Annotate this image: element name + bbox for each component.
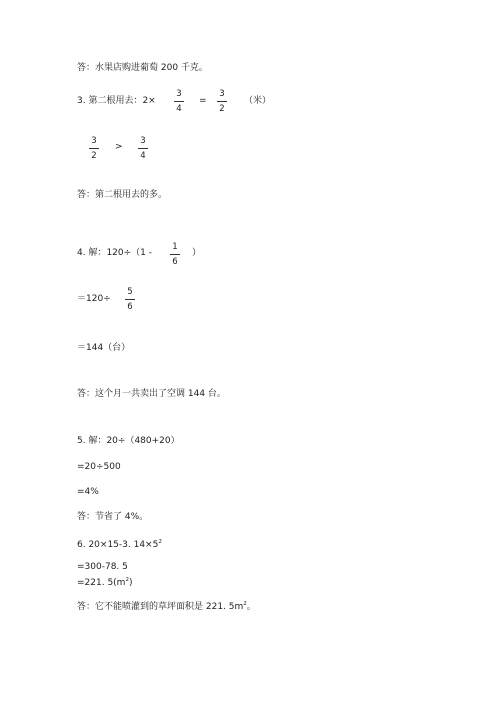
q3-equals-sign: = [199,96,207,106]
q3-fraction-three-halves [216,89,228,114]
fraction-bar [217,101,227,102]
q5-line3: =4% [77,487,99,497]
q3-answer: 答：第二根用去的多。 [77,190,168,200]
q6-line1 [77,537,162,551]
fraction-denominator: 6 [172,257,178,267]
fraction-denominator: 2 [91,151,97,161]
q5-line1: 5. 解：20÷（480+20） [77,436,180,446]
fraction-bar [125,299,135,300]
q6-answer-text: 答：它不能喷灌到的草坪面积是 221. 5m [77,602,244,612]
q4-fraction-one-sixth [169,242,181,267]
fraction-denominator: 6 [127,302,133,312]
q4-close-paren: ） [192,248,202,258]
fraction-bar [170,254,180,255]
q4-fraction-five-sixths [124,287,136,312]
q3-fraction-three-quarters [173,89,185,114]
fraction-numerator: 3 [219,89,225,99]
q6-answer-exponent: 2 [243,601,247,607]
q6-line3-exponent: 2 [125,577,129,583]
q3-step1-prefix: 3. 第二根用去：2× [77,96,156,106]
fraction-numerator: 5 [127,287,133,297]
q6-line2: =300-78. 5 [77,562,128,572]
fraction-bar [138,148,148,149]
q6-answer [77,599,256,613]
q3-compare-left-fraction [88,136,100,161]
fraction-numerator: 3 [140,136,146,146]
q4-step2-prefix: ＝120÷ [77,294,111,304]
q5-answer: 答：节省了 4%。 [77,512,149,522]
answer-grapes: 答：水果店购进葡萄 200 千克。 [77,63,208,73]
fraction-bar [89,148,99,149]
fraction-numerator: 3 [176,89,182,99]
fraction-numerator: 3 [91,136,97,146]
q6-line1-text: 6. 20×15-3. 14×5 [77,540,159,550]
fraction-denominator: 2 [219,104,225,114]
q6-line3-end: ) [128,578,133,588]
fraction-denominator: 4 [176,104,182,114]
q3-compare-right-fraction [137,136,149,161]
fraction-bar [174,101,184,102]
fraction-numerator: 1 [172,242,178,252]
fraction-denominator: 4 [140,151,146,161]
q4-step3: ＝144（台） [77,343,131,353]
q6-line3 [77,575,132,589]
q6-line1-exponent: 2 [158,539,162,545]
q6-answer-end: 。 [246,602,256,612]
q4-step1-prefix: 4. 解：120÷（1 - [77,248,153,258]
q3-greater-than-sign: > [115,142,123,152]
q4-answer: 答：这个月一共卖出了空调 144 台。 [77,389,226,399]
q6-line3-text: =221. 5(m [77,578,126,588]
q5-line2: =20÷500 [77,462,121,472]
q3-unit: （米） [244,96,272,106]
